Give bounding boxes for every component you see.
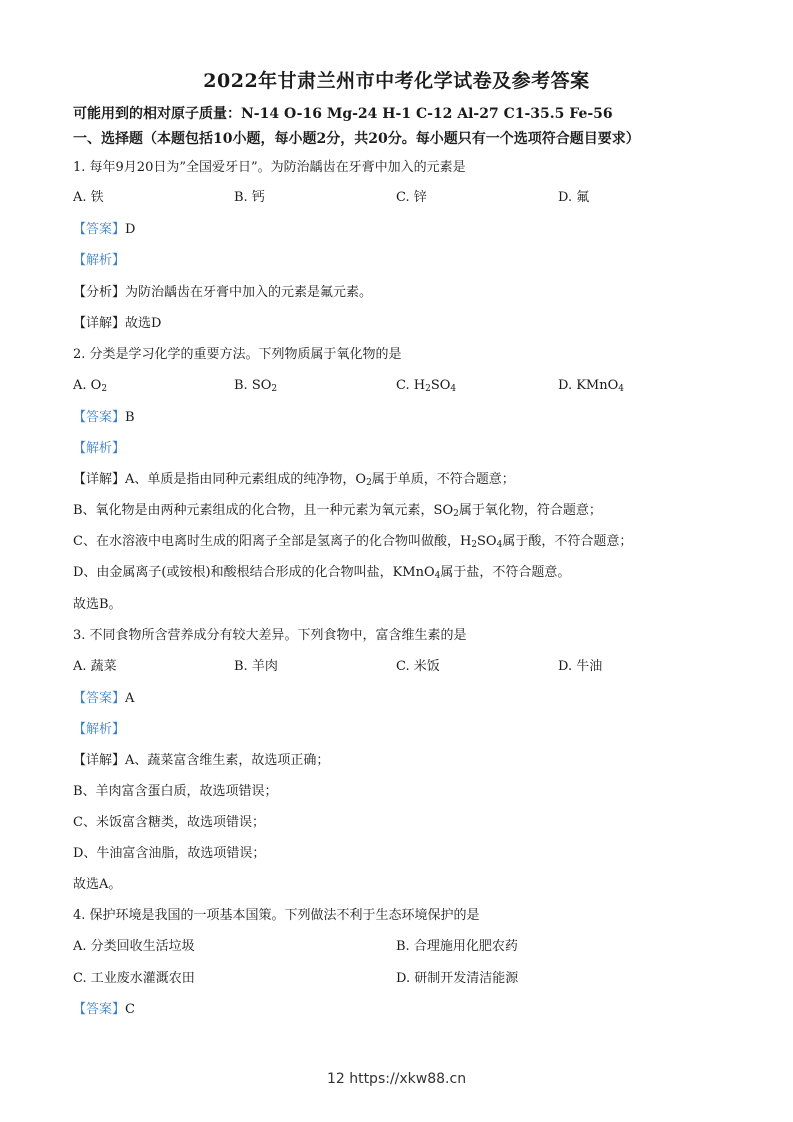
fenxi-tag: 【分析】	[73, 285, 126, 300]
atomic-masses: 可能用到的相对原子质量：N-14 O-16 Mg-24 H-1 C-12 Al-27 C1-35.5 Fe-56	[73, 106, 613, 122]
q3-answer	[73, 690, 134, 708]
analysis-tag: 【解析】	[73, 441, 126, 456]
q1-stem: 1. 每年9月20日为”全国爱牙日”。为防治龋齿在牙膏中加入的元素是	[73, 160, 466, 175]
q2-conclusion: 故选B。	[73, 597, 122, 612]
analysis-tag: 【解析】	[73, 253, 126, 268]
q1-analysis-tag	[73, 252, 125, 270]
q1-option-c: C. 锌	[396, 190, 427, 205]
subscript: 2	[101, 384, 108, 394]
q2-option-c	[396, 377, 456, 395]
q2-detail-a-pre: A、单质是指由同种元素组成的纯净物，O	[125, 472, 367, 487]
q2-detail-d	[73, 564, 570, 582]
subscript: 4	[434, 571, 441, 581]
q4-answer-value: C	[125, 1002, 135, 1017]
q3-option-b: B. 羊肉	[234, 659, 278, 674]
q2-detail-c-post: 属于酸，不符合题意；	[502, 534, 633, 549]
q2-detail-b-pre: B、氧化物是由两种元素组成的化合物，且一种元素为氧元素，SO	[73, 503, 454, 518]
q2-option-c-text: C. H	[396, 378, 426, 393]
q4-answer	[73, 1001, 135, 1019]
q3-conclusion: 故选A。	[73, 877, 122, 892]
detail-tag: 【详解】	[73, 472, 126, 487]
q3-stem: 3. 不同食物所含营养成分有较大差异。下列食物中，富含维生素的是	[73, 628, 467, 643]
q3-detail-a	[73, 752, 329, 770]
q2-answer-value: B	[125, 410, 135, 425]
q2-stem: 2. 分类是学习化学的重要方法。下列物质属于氧化物的是	[73, 347, 402, 362]
q1-fenxi	[73, 284, 372, 302]
subscript: 2	[271, 384, 278, 394]
detail-tag: 【详解】	[73, 753, 126, 768]
q4-option-a: A. 分类回收生活垃圾	[73, 939, 195, 954]
q3-detail-c: C、米饭富含糖类，故选项错误；	[73, 815, 265, 830]
answer-tag: 【答案】	[73, 222, 126, 237]
section-header: 一、选择题（本题包括10小题，每小题2分，共20分。每小题只有一个选项符合题目要求）	[73, 131, 640, 147]
q2-option-b	[234, 377, 277, 395]
q3-option-a: A. 蔬菜	[73, 659, 117, 674]
q2-option-b-text: B. SO	[234, 378, 272, 393]
q4-option-c: C. 工业废水灌溉农田	[73, 971, 195, 986]
q2-detail-a-post: 属于单质，不符合题意；	[371, 472, 515, 487]
q4-option-b: B. 合理施用化肥农药	[396, 939, 518, 954]
q4-stem: 4. 保护环境是我国的一项基本国策。下列做法不利于生态环境保护的是	[73, 908, 480, 923]
answer-tag: 【答案】	[73, 1002, 126, 1017]
subscript: 4	[618, 384, 625, 394]
subscript: 2	[366, 478, 372, 488]
q3-option-d: D. 牛油	[558, 659, 603, 674]
q2-detail-d-post: 属于盐，不符合题意。	[440, 565, 571, 580]
q2-analysis-tag	[73, 440, 125, 458]
q2-option-a-text: A. O	[73, 378, 102, 393]
subscript: 4	[450, 384, 457, 394]
q2-detail-c	[73, 533, 632, 551]
page-footer: 12 https://xkw88.cn	[326, 1071, 467, 1087]
subscript: 2	[425, 384, 431, 394]
q2-detail-a	[73, 471, 515, 489]
q3-answer-value: A	[125, 691, 135, 706]
answer-tag: 【答案】	[73, 691, 126, 706]
analysis-tag: 【解析】	[73, 722, 126, 737]
q4-option-d: D. 研制开发清洁能源	[396, 971, 519, 986]
q1-detail-text: 故选D	[125, 316, 162, 331]
answer-tag: 【答案】	[73, 410, 126, 425]
q2-detail-b	[73, 502, 602, 520]
q2-detail-b-post: 属于氧化物，符合题意；	[458, 503, 602, 518]
q2-option-d-text: D. KMnO	[558, 378, 619, 393]
q1-option-d: D. 氟	[558, 190, 590, 205]
q1-option-b: B. 钙	[234, 190, 265, 205]
q1-answer-value: D	[125, 222, 136, 237]
q2-answer	[73, 409, 135, 427]
q1-answer	[73, 221, 135, 239]
subscript: 2	[471, 540, 478, 550]
q1-fenxi-text: 为防治龋齿在牙膏中加入的元素是氟元素。	[125, 285, 373, 300]
q1-option-a: A. 铁	[73, 190, 104, 205]
q3-detail-d: D、牛油富含油脂，故选项错误；	[73, 846, 266, 861]
subscript: 4	[496, 540, 503, 550]
q3-detail-b: B、羊肉富含蛋白质，故选项错误；	[73, 784, 278, 799]
q3-detail-a-text: A、蔬菜富含维生素，故选项正确；	[125, 753, 330, 768]
subscript: 2	[453, 509, 459, 519]
q2-detail-c-pre: C、在水溶液中电离时生成的阳离子全部是氢离子的化合物叫做酸，H	[73, 534, 472, 549]
q2-option-d	[558, 377, 624, 395]
page-title: 2022年甘肃兰州市中考化学试卷及参考答案	[203, 70, 590, 92]
q2-detail-d-pre: D、由金属离子(或铵根)和酸根结合形成的化合物叫盐，KMnO	[73, 565, 435, 580]
q2-option-a	[73, 377, 107, 395]
q2-option-c-mid: SO	[430, 378, 451, 393]
q3-option-c: C. 米饭	[396, 659, 440, 674]
q3-analysis-tag	[73, 721, 125, 739]
detail-tag: 【详解】	[73, 316, 126, 331]
q1-detail	[73, 315, 161, 333]
q2-detail-c-mid: SO	[477, 534, 497, 549]
